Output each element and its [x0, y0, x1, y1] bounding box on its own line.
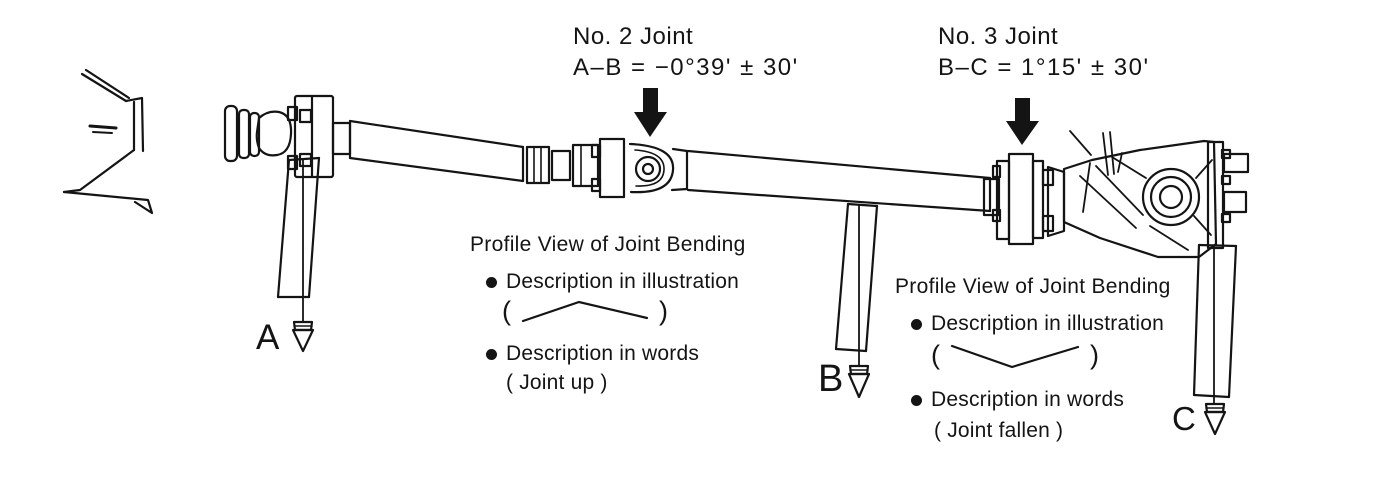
down-arrow-icon-no3	[1006, 98, 1039, 145]
open-paren: (	[931, 340, 940, 370]
callout-no3-joint	[938, 22, 1150, 84]
no2-universal-joint	[592, 139, 687, 197]
bullet-row-illustration	[470, 270, 746, 294]
point-label-b: B	[818, 358, 844, 400]
callout-no2-joint	[573, 22, 799, 84]
no3-joint-flange	[984, 154, 1064, 244]
spline-sleeve	[527, 145, 598, 186]
point-label-c: C	[1172, 400, 1196, 437]
front-universal-joint	[225, 96, 350, 177]
joint-words: ( Joint fallen )	[934, 419, 1064, 442]
bullet-label: Description in words	[506, 342, 700, 365]
close-paren: )	[1090, 340, 1099, 370]
bullet-label: Description in words	[931, 388, 1125, 411]
plumb-bob-icon	[1205, 404, 1225, 434]
down-arrow-icon-no2	[634, 88, 667, 137]
point-label-a: A	[256, 318, 280, 357]
bullet-row-words	[895, 388, 1171, 412]
plumb-line-a	[278, 158, 319, 351]
no3-joint-spec: B–C = 1°15' ± 30'	[938, 54, 1150, 81]
illustration-row	[895, 340, 1171, 374]
open-paren: (	[502, 296, 511, 326]
no2-joint-title: No. 2 Joint	[573, 23, 694, 50]
bullet-label: Description in illustration	[931, 312, 1164, 335]
illustration-row	[470, 296, 746, 330]
no3-joint-title: No. 3 Joint	[938, 23, 1059, 50]
plumb-bob-icon	[293, 322, 313, 351]
bullet-label: Description in illustration	[506, 270, 739, 293]
differential-housing	[1064, 131, 1248, 257]
rear-shaft-tube	[688, 151, 990, 211]
close-paren: )	[659, 296, 668, 326]
bullet-row-words	[470, 342, 746, 366]
joint-words: ( Joint up )	[506, 371, 608, 394]
bullet-icon	[486, 277, 497, 288]
no2-joint-spec: A–B = −0°39' ± 30'	[573, 54, 799, 81]
bullet-row-illustration	[895, 312, 1171, 336]
bullet-icon	[911, 319, 922, 330]
bullet-icon	[486, 349, 497, 360]
profile-title: Profile View of Joint Bending	[470, 233, 746, 256]
front-shaft-tube	[350, 121, 523, 181]
profile-block-joint-up	[470, 232, 746, 396]
plumb-line-c	[1194, 245, 1236, 434]
joint-fallen-bend-line-icon	[950, 342, 1080, 370]
profile-title: Profile View of Joint Bending	[895, 275, 1171, 298]
plumb-bob-icon	[849, 366, 869, 397]
joint-up-bend-line-icon	[521, 298, 649, 324]
bullet-icon	[911, 395, 922, 406]
transmission-housing	[64, 70, 152, 213]
profile-block-joint-fallen	[895, 274, 1171, 444]
